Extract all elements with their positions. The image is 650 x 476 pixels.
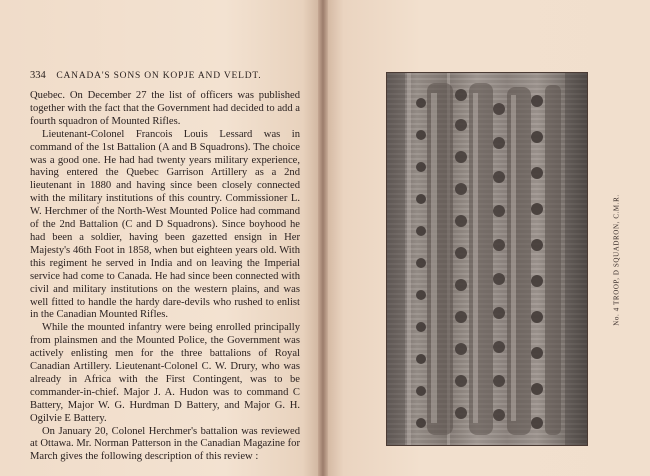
photo-caption-text: No. 4 TROOP, D SQUADRON, C.M.R.	[613, 194, 621, 326]
paragraph-4: On January 20, Colonel Herchmer's battalion was reviewed at Ottawa. Mr. Norman Patterson in the Canadian Magazine for March gives the following description of this review :	[30, 425, 300, 463]
paragraph-3: While the mounted infantry were being enrolled principally from plainsmen and the Mounted Police, the Government was actively enlisting men for the three battalions of Royal Canadian Artillery. Lieutenant-Colonel C. W. Drury, who was already in Africa with the First Contingent, was to be commander-in-chief. Major J. A. Hudon was to command C Battery, Major W. G. Hurdman D Battery, and Major G. H. Ogilvie E Battery.	[30, 322, 300, 424]
book-gutter	[318, 0, 328, 476]
photo-figures	[387, 73, 587, 445]
paragraph-1: Quebec. On December 27 the list of officers was published together with the fact that the Government had decided to add a fourth squadron of Mounted Rifles.	[30, 90, 300, 127]
troop-photograph	[386, 72, 588, 446]
running-title: CANADA'S SONS ON KOPJE AND VELDT.	[56, 71, 262, 81]
running-head	[30, 70, 300, 81]
paragraph-2: Lieutenant-Colonel Francois Louis Lessard was in command of the 1st Battalion (A and B Squadrons). The choice was a good one. He had had twenty years military experience, having entered the Quebec Garrison Artillery as a 2nd lieutenant in 1880 and having since been closely connected with the military institutions of this country. Commissioner L. W. Herchmer of the North-West Mounted Police had command of the 2nd Battalion (C and D Squadrons). Since boyhood he had been a soldier, having been gazetted ensign in Her Majesty's 46th Foot in 1858, when but eighteen years old. With this regiment he served in India and on leaving the Imperial service had come to Canada. He had since been connected with civil and military institutions on the western plains, and was well fitted to handle the hardy dare-devils who rushed to enlist in the Canadian Mounted Rifles.	[30, 128, 300, 321]
body-text	[30, 90, 300, 464]
page-number: 334	[30, 70, 46, 81]
photo-caption	[612, 160, 622, 360]
